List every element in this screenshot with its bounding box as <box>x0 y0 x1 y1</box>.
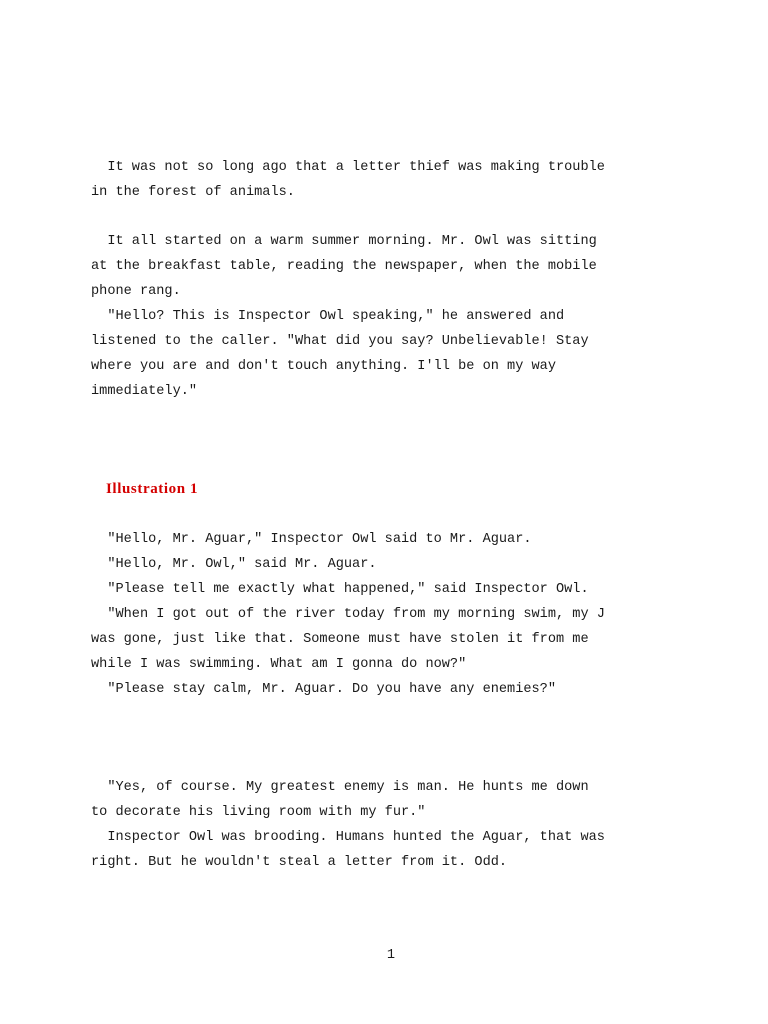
text-line: while I was swimming. What am I gonna do now?" <box>91 657 467 672</box>
text-line: "Hello, Mr. Aguar," Inspector Owl said to Mr. Aguar. <box>91 532 532 547</box>
text-line: right. But he wouldn't steal a letter from it. Odd. <box>91 855 508 870</box>
text-line: at the breakfast table, reading the newspaper, when the mobile <box>91 259 597 274</box>
text-line: "Hello, Mr. Owl," said Mr. Aguar. <box>91 557 377 572</box>
text-line: It all started on a warm summer morning. Mr. Owl was sitting <box>91 234 597 249</box>
text-line: It was not so long ago that a letter thief was making trouble <box>91 160 605 175</box>
text-line: "Yes, of course. My greatest enemy is man. He hunts me down <box>91 780 589 795</box>
page-number: 1 <box>386 948 396 963</box>
text-line: in the forest of animals. <box>91 185 295 200</box>
text-line: Inspector Owl was brooding. Humans hunted the Aguar, that was <box>91 830 605 845</box>
text-line: phone rang. <box>91 284 181 299</box>
text-line: immediately." <box>91 384 198 399</box>
illustration-label: Illustration 1 <box>106 481 199 497</box>
text-line: "When I got out of the river today from my morning swim, my J <box>91 607 605 622</box>
text-line: "Hello? This is Inspector Owl speaking," he answered and <box>91 309 565 324</box>
text-line: where you are and don't touch anything. I'll be on my way <box>91 359 556 374</box>
text-line: "Please tell me exactly what happened," said Inspector Owl. <box>91 582 589 597</box>
text-line: to decorate his living room with my fur." <box>91 805 426 820</box>
text-line: "Please stay calm, Mr. Aguar. Do you have any enemies?" <box>91 682 556 697</box>
text-line: was gone, just like that. Someone must have stolen it from me <box>91 632 589 647</box>
text-line: listened to the caller. "What did you say? Unbelievable! Stay <box>91 334 589 349</box>
